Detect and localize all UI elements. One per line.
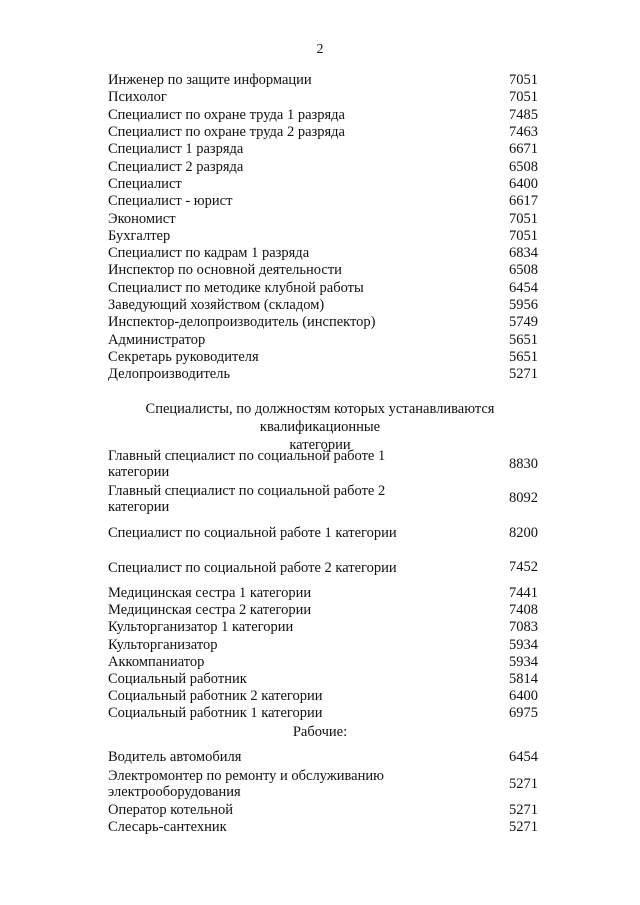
position-row bbox=[108, 619, 538, 636]
position-title: Психолог bbox=[108, 89, 167, 106]
qualified-heading-line2: категории bbox=[289, 437, 351, 453]
position-title: Экономист bbox=[108, 210, 176, 227]
position-row bbox=[108, 637, 538, 654]
position-salary: 6508 bbox=[509, 158, 538, 175]
position-row bbox=[108, 314, 538, 331]
position-salary: 7051 bbox=[509, 210, 538, 227]
position-title: Аккомпаниатор bbox=[108, 653, 205, 670]
position-title: Социальный работник bbox=[108, 671, 247, 688]
position-salary: 7051 bbox=[509, 227, 538, 244]
position-row bbox=[108, 280, 538, 297]
position-row bbox=[108, 141, 538, 158]
position-title: Секретарь руководителя bbox=[108, 348, 259, 365]
position-title: Делопроизводитель bbox=[108, 366, 231, 383]
position-row bbox=[108, 602, 538, 619]
position-title: Специалист по кадрам 1 разряда bbox=[108, 245, 310, 262]
position-row bbox=[108, 72, 538, 89]
position-title: Главный специалист по социальной работе 2 категории bbox=[108, 482, 386, 515]
position-salary: 7051 bbox=[509, 89, 538, 106]
position-title: Слесарь-сантехник bbox=[108, 819, 227, 836]
position-row bbox=[108, 158, 538, 175]
position-title: Бухгалтер bbox=[108, 227, 171, 244]
position-salary: 5934 bbox=[509, 636, 538, 653]
position-title: Специалист по охране труда 1 разряда bbox=[108, 106, 345, 123]
position-title: Социальный работник 1 категории bbox=[108, 705, 323, 722]
position-title: Администратор bbox=[108, 331, 206, 348]
position-row bbox=[108, 749, 538, 767]
position-salary: 6454 bbox=[509, 749, 538, 766]
position-salary: 6617 bbox=[509, 193, 538, 210]
position-salary: 6671 bbox=[509, 141, 538, 158]
position-row bbox=[108, 193, 538, 210]
position-title: Инженер по защите информации bbox=[108, 72, 312, 89]
position-title: Специалист bbox=[108, 175, 182, 192]
position-salary: 5271 bbox=[509, 775, 538, 792]
position-row bbox=[108, 447, 538, 482]
position-title: Культорганизатор bbox=[108, 636, 218, 653]
main-positions-list bbox=[108, 72, 538, 383]
position-salary: 5749 bbox=[509, 314, 538, 331]
position-salary: 7463 bbox=[509, 124, 538, 141]
position-title: Инспектор по основной деятельности bbox=[108, 262, 342, 279]
position-salary: 7441 bbox=[509, 585, 538, 602]
position-salary: 5651 bbox=[509, 348, 538, 365]
position-salary: 8092 bbox=[509, 490, 538, 507]
position-salary: 5956 bbox=[509, 297, 538, 313]
position-row bbox=[108, 482, 538, 517]
position-salary: 7485 bbox=[509, 106, 538, 123]
position-salary: 5271 bbox=[509, 801, 538, 818]
position-salary: 7452 bbox=[509, 559, 538, 576]
position-row bbox=[108, 654, 538, 671]
position-title: Специалист по социальной работе 2 категории bbox=[108, 559, 397, 576]
position-title: Заведующий хозяйством (складом) bbox=[108, 297, 325, 313]
position-salary: 7051 bbox=[509, 72, 538, 89]
position-salary: 8200 bbox=[509, 524, 538, 541]
position-row bbox=[108, 671, 538, 688]
position-row bbox=[108, 516, 538, 551]
position-title: Культорганизатор 1 категории bbox=[108, 619, 294, 636]
position-salary: 6834 bbox=[509, 245, 538, 262]
position-title: Специалист - юрист bbox=[108, 193, 233, 210]
position-title: Специалист по методике клубной работы bbox=[108, 279, 364, 296]
position-row bbox=[108, 176, 538, 193]
workers-positions-list bbox=[108, 749, 538, 837]
workers-section-heading: Рабочие: bbox=[292, 724, 348, 740]
position-row bbox=[108, 688, 538, 705]
position-salary: 8830 bbox=[509, 455, 538, 472]
position-salary: 5934 bbox=[509, 653, 538, 670]
qualified-positions-list bbox=[108, 447, 538, 723]
position-title: Социальный работник 2 категории bbox=[108, 688, 323, 705]
position-row bbox=[108, 585, 538, 602]
position-salary: 5651 bbox=[509, 331, 538, 348]
position-row bbox=[108, 767, 538, 802]
position-title: Специалист 2 разряда bbox=[108, 158, 244, 175]
position-row bbox=[108, 107, 538, 124]
position-row bbox=[108, 802, 538, 820]
position-salary: 5271 bbox=[509, 819, 538, 836]
position-row bbox=[108, 89, 538, 106]
position-row bbox=[108, 349, 538, 366]
position-title: Специалист по охране труда 2 разряда bbox=[108, 124, 345, 141]
position-title: Главный специалист по социальной работе 1 категории bbox=[108, 448, 386, 481]
position-salary: 6400 bbox=[509, 688, 538, 705]
position-row bbox=[108, 210, 538, 227]
position-row bbox=[108, 228, 538, 245]
position-row bbox=[108, 124, 538, 141]
page-number: 2 bbox=[316, 42, 324, 57]
position-title: Водитель автомобиля bbox=[108, 749, 242, 766]
position-title: Медицинская сестра 1 категории bbox=[108, 585, 312, 602]
position-salary: 6975 bbox=[509, 705, 538, 722]
qualified-section-heading bbox=[100, 400, 540, 454]
position-salary: 5814 bbox=[509, 671, 538, 688]
position-salary: 6400 bbox=[509, 175, 538, 192]
position-row bbox=[108, 245, 538, 262]
position-row bbox=[108, 262, 538, 279]
position-salary: 7083 bbox=[509, 619, 538, 636]
position-salary: 7408 bbox=[509, 602, 538, 619]
position-title: Инспектор-делопроизводитель (инспектор) bbox=[108, 314, 376, 331]
position-title: Специалист по социальной работе 1 категории bbox=[108, 525, 397, 542]
position-title: Электромонтер по ремонту и обслуживанию электрооборудования bbox=[108, 768, 384, 800]
position-row bbox=[108, 366, 538, 383]
position-row bbox=[108, 331, 538, 348]
qualified-heading-line1: Специалисты, по должностям которых устанавливаются квалификационные bbox=[145, 401, 495, 435]
position-title: Специалист 1 разряда bbox=[108, 141, 244, 158]
position-salary: 6454 bbox=[509, 279, 538, 296]
position-salary: 6508 bbox=[509, 262, 538, 279]
position-row bbox=[108, 297, 538, 314]
position-title: Медицинская сестра 2 категории bbox=[108, 602, 312, 619]
position-salary: 5271 bbox=[509, 366, 538, 383]
position-row bbox=[108, 819, 538, 837]
position-row bbox=[108, 551, 538, 586]
position-title: Оператор котельной bbox=[108, 801, 234, 818]
position-row bbox=[108, 705, 538, 722]
